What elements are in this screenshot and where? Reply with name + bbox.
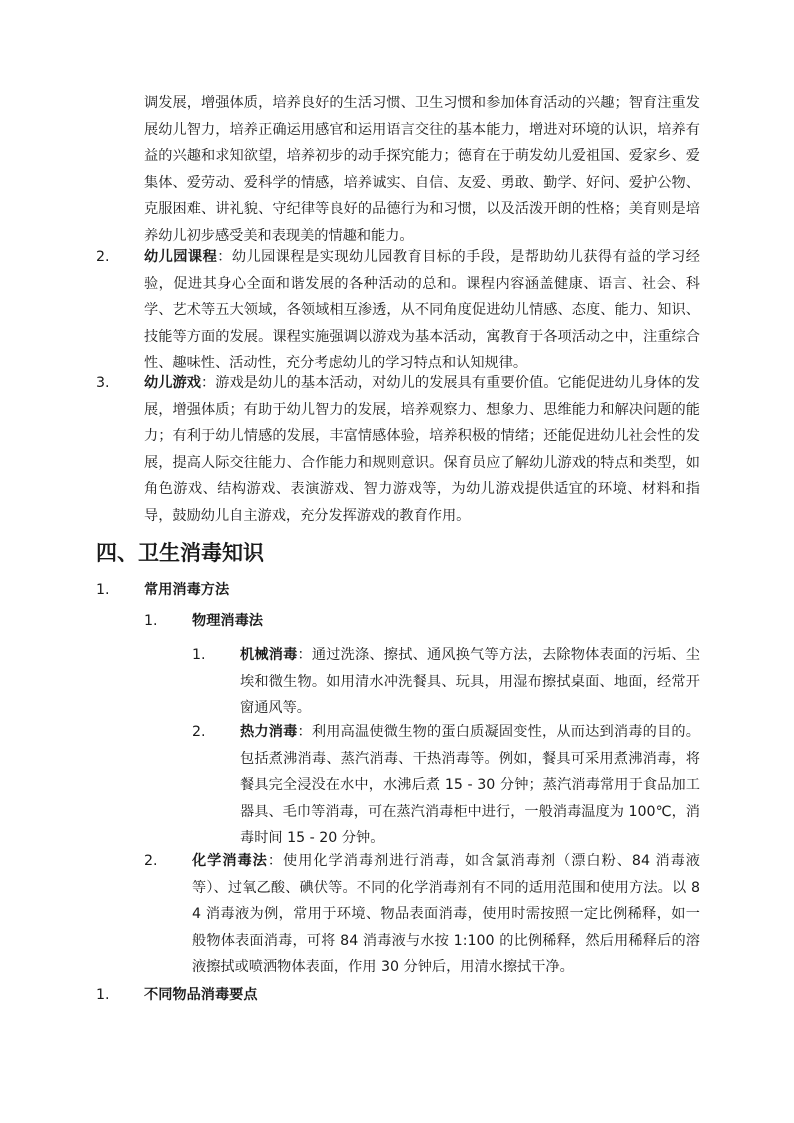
list-item-mechanical [240, 642, 700, 722]
continuation-paragraph: 调发展，增强体质，培养良好的生活习惯、卫生习惯和参加体育活动的兴趣；智育注重发展幼儿智力，培养正确运用感官和运用语言交往的基本能力，增进对环境的认识，培养有益的兴趣和求知欲望，培养初步的动手探究能力；德育在于萌发幼儿爱祖国、爱家乡、爱集体、爱劳动、爱科学的情感，培养诚实、自信、友爱、勇敢、勤学、好问、爱护公物、克服困难、讲礼貌、守纪律等良好的品德行为和习惯，以及活泼开朗的性格；美育则是培养幼儿初步感受美和表现美的情趣和能力。 [144, 95, 700, 244]
list-number: 1. [144, 613, 158, 629]
subsection-title: 物理消毒法 [192, 613, 263, 629]
item-text: ：游戏是幼儿的基本活动，对幼儿的发展具有重要价值。它能促进幼儿身体的发展，增强体质；有助于幼儿智力的发展，培养观察力、想象力、思维能力和解决问题的能力；有利于幼儿情感的发展，丰富情感体验，培养积极的情绪；还能促进幼儿社会性的发展，提高人际交往能力、合作能力和规则意识。保育员应了解幼儿游戏的特点和类型，如角色游戏、结构游戏、表演游戏、智力游戏等，为幼儿游戏提供适宜的环境、材料和指导，鼓励幼儿自主游戏，充分发挥游戏的教育作用。 [144, 375, 700, 524]
list-number: 1. [96, 582, 110, 598]
list-item-chemical [192, 848, 700, 981]
list-number: 1. [96, 987, 110, 1003]
list-item-play [144, 370, 700, 529]
item-text: ：使用化学消毒剂进行消毒，如含氯消毒剂（漂白粉、84 消毒液等）、过氧乙酸、碘伏等。不同的化学消毒剂有不同的适用范围和使用方法。以 84 消毒液为例，常用于环境、物品表面消毒，使用时需按照一定比例稀释，如一般物体表面消毒，可将 84 消毒液与水按 1:100 的比例稀释，然后用稀释后的溶液擦拭或喷洒物体表面，作用 30 分钟后，用清水擦拭干净。 [192, 853, 700, 975]
item-text: ：通过洗涤、擦拭、通风换气等方法，去除物体表面的污垢、尘埃和微生物。如用清水冲洗餐具、玩具，用湿布擦拭桌面、地面，经常开窗通风等。 [240, 647, 700, 716]
list-number: 3. [96, 375, 110, 391]
item-text: ：利用高温使微生物的蛋白质凝固变性，从而达到消毒的目的。包括煮沸消毒、蒸汽消毒、干热消毒等。例如，餐具可采用煮沸消毒，将餐具完全浸没在水中，水沸后煮 15 - 30 分钟；蒸汽消毒常用于食品加工器具、毛巾等消毒，可在蒸汽消毒柜中进行，一般消毒温度为 100℃，消毒时间 15 - 20 分钟。 [240, 724, 700, 846]
list-number: 2. [144, 853, 158, 869]
section-heading: 四、卫生消毒知识 [96, 541, 264, 565]
term-label: 热力消毒 [240, 724, 298, 740]
subsection-title: 不同物品消毒要点 [144, 987, 258, 1003]
list-number: 2. [96, 249, 110, 265]
list-item-curriculum [144, 244, 700, 377]
item-text: ：幼儿园课程是实现幼儿园教育目标的手段，是帮助幼儿获得有益的学习经验，促进其身心全面和谐发展的各种活动的总和。课程内容涵盖健康、语言、社会、科学、艺术等五大领域，各领域相互渗透，从不同角度促进幼儿情感、态度、能力、知识、技能等方面的发展。课程实施强调以游戏为基本活动，寓教育于各项活动之中，注重综合性、趣味性、活动性，充分考虑幼儿的学习特点和认知规律。 [144, 249, 700, 371]
list-item-thermal [240, 719, 700, 852]
term-label: 化学消毒法 [192, 853, 268, 869]
term-label: 幼儿游戏 [144, 375, 202, 391]
term-label: 幼儿园课程 [144, 249, 218, 265]
list-number: 1. [192, 647, 206, 663]
term-label: 机械消毒 [240, 647, 298, 663]
list-number: 2. [192, 724, 206, 740]
subsection-title: 常用消毒方法 [144, 582, 230, 598]
